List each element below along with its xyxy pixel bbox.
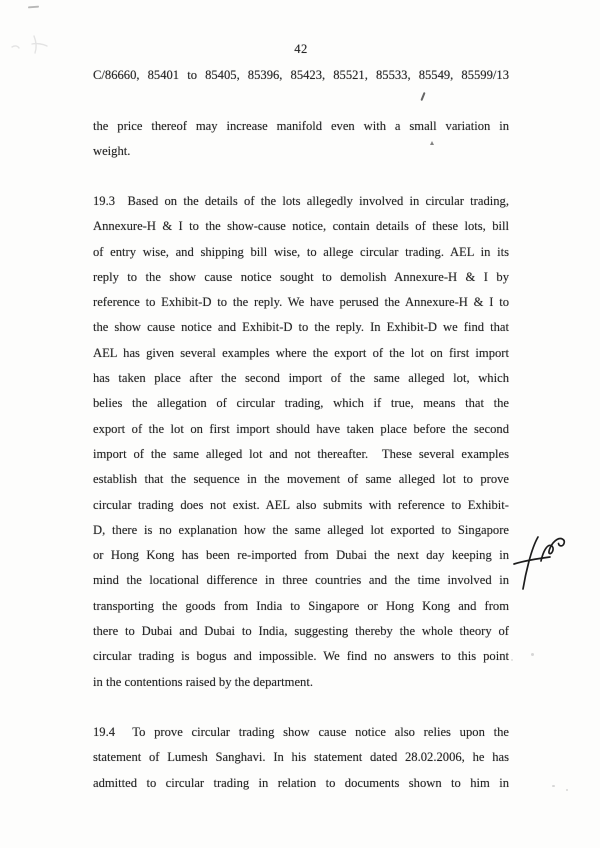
ink-speck [430, 141, 434, 145]
text-line: import of the same alleged lot and not thereafter. These several examples [93, 446, 509, 461]
text-line: AEL has given several examples where the export of the lot on first import [93, 345, 509, 360]
scan-artifact-smudge [6, 32, 52, 56]
text-line: establish that the sequence in the movement of same alleged lot to prove [93, 472, 509, 487]
text-line: has taken place after the second import of the same alleged lot, which [93, 371, 509, 386]
text-line: the show cause notice and Exhibit-D to the reply. In Exhibit-D we find that [93, 320, 509, 335]
text-line: weight. [93, 144, 131, 159]
paragraph-carryover [93, 114, 509, 165]
case-header: C/86660, 85401 to 85405, 85396, 85423, 85521, 85533, 85549, 85599/13 [93, 68, 509, 82]
paragraph-19-3 [93, 189, 509, 695]
text-line: reply to the show cause notice sought to demolish Annexure-H & I by [93, 269, 509, 284]
scan-speck [566, 789, 568, 791]
text-line: in the contentions raised by the department. [93, 674, 313, 689]
paragraph-19-4 [93, 720, 509, 796]
scan-speck [511, 659, 513, 661]
text-line: statement of Lumesh Sanghavi. In his statement dated 28.02.2006, he has [93, 750, 509, 765]
scan-speck [552, 785, 555, 787]
text-line: export of the lot on first import should have taken place before the second [93, 421, 509, 436]
text-line: D, there is no explanation how the same alleged lot exported to Singapore [93, 522, 509, 537]
text-line: transporting the goods from India to Singapore or Hong Kong and from [93, 598, 509, 613]
scan-artifact-dash [28, 6, 39, 9]
text-line: circular trading is bogus and impossible. We find no answers to this point [93, 649, 509, 664]
text-line: there to Dubai and Dubai to India, suggesting thereby the whole theory of [93, 624, 509, 639]
text-line: belies the allegation of circular trading, which if true, means that the [93, 396, 509, 411]
scan-speck [531, 653, 534, 656]
text-line: 19.4 To prove circular trading show cause notice also relies upon the [93, 725, 509, 739]
text-line: admitted to circular trading in relation to documents shown to him in [93, 775, 509, 790]
text-line: or Hong Kong has been re-imported from Dubai the next day keeping in [93, 548, 509, 563]
text-line: of entry wise, and shipping bill wise, to allege circular trading. AEL in its [93, 244, 509, 259]
text-line: reference to Exhibit-D to the reply. We have perused the Annexure-H & I to [93, 295, 509, 310]
text-line: mind the locational difference in three countries and the time involved in [93, 573, 509, 588]
text-line: 19.3 Based on the details of the lots allegedly involved in circular trading, [93, 194, 509, 208]
text-line: Annexure-H & I to the show-cause notice, contain details of these lots, bill [93, 219, 509, 234]
handwritten-initials-icon [512, 531, 568, 593]
text-line: circular trading does not exist. AEL also submits with reference to Exhibit- [93, 497, 509, 512]
pen-tick-mark [420, 92, 425, 101]
text-line: the price thereof may increase manifold even with a small variation in [93, 119, 509, 133]
page-number: 42 [294, 42, 308, 56]
